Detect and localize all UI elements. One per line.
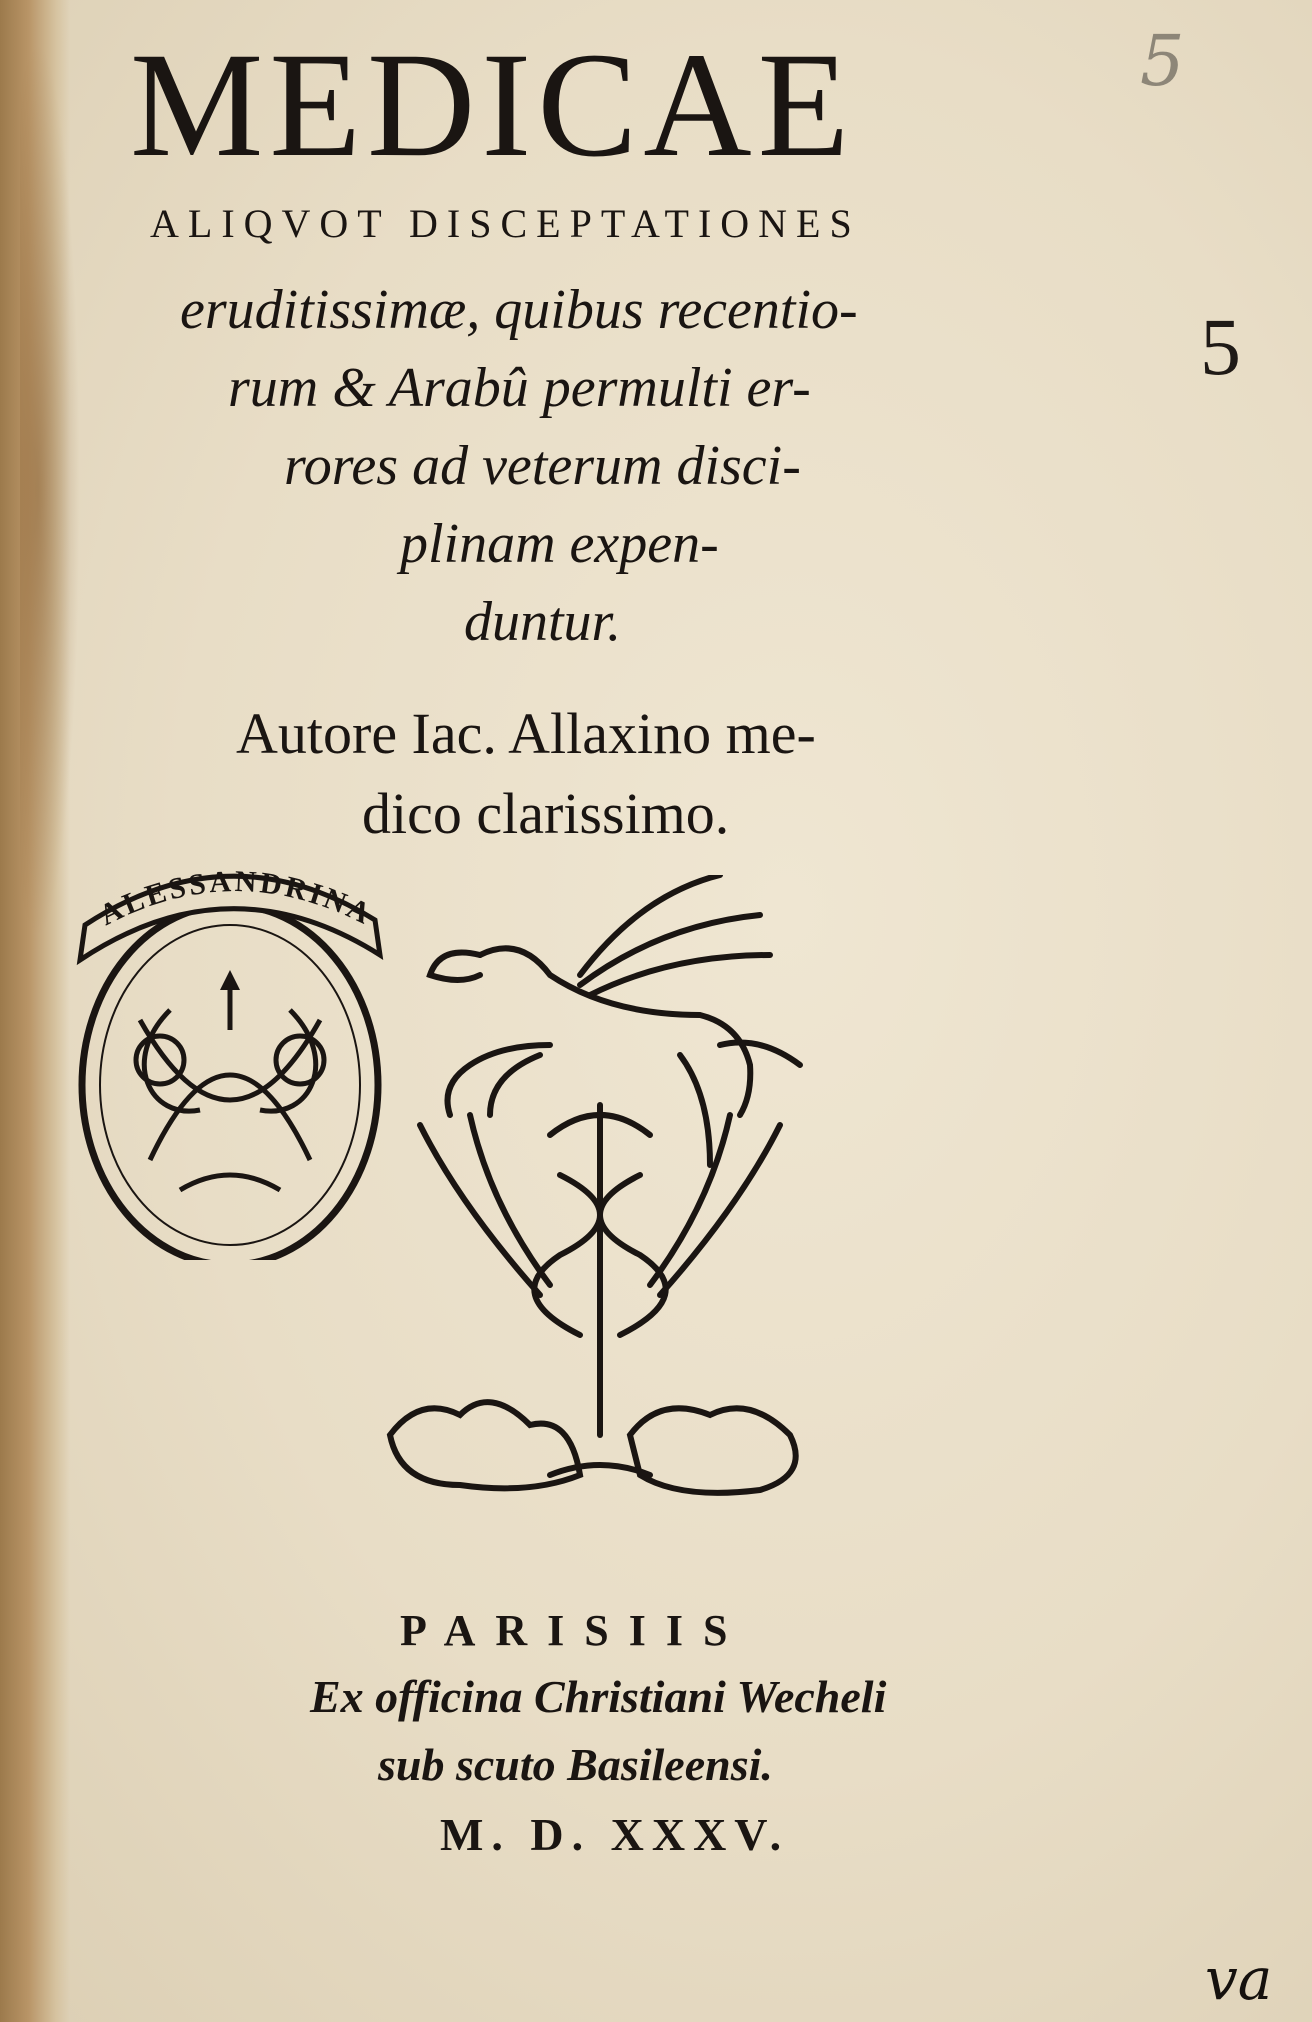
- library-stamp-icon: [60, 860, 400, 1260]
- book-subtitle: ALIQVOT DISCEPTATIONES: [150, 201, 861, 246]
- body-line-4: plinam expen-: [400, 513, 719, 575]
- author-line-2: dico clarissimo.: [362, 781, 730, 846]
- body-line-1: eruditissimæ, quibus recentio-: [180, 279, 858, 341]
- imprint-year: M. D. XXXV.: [440, 1809, 790, 1860]
- author-line-1: Autore Iac. Allaxino me-: [236, 701, 816, 766]
- body-line-5: duntur.: [464, 591, 622, 653]
- shelf-number: 5: [1200, 301, 1241, 392]
- imprint-sign: sub scuto Basileensi.: [378, 1739, 773, 1790]
- binding-stain-shadow: [20, 40, 80, 940]
- printer-device-pegasus-icon: [380, 875, 820, 1575]
- imprint-printer: Ex officina Christiani Wecheli: [310, 1671, 887, 1722]
- pencil-mark: 5: [1140, 20, 1185, 102]
- book-title: MEDICAE: [130, 22, 856, 188]
- body-line-2: rum & Arabû permulti er-: [228, 357, 811, 419]
- body-line-3: rores ad veterum disci-: [284, 435, 801, 497]
- corner-ink-mark: va: [1205, 1945, 1273, 2013]
- stamp-text: ALESSANDRINA: [94, 864, 378, 933]
- imprint-place: PARISIIS: [400, 1606, 748, 1655]
